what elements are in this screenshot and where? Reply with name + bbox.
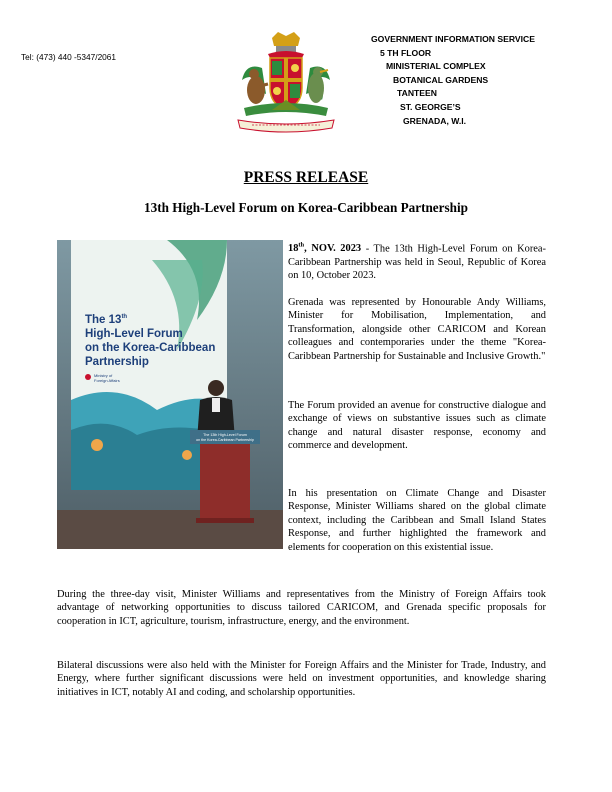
banner-org: Ministry of (94, 373, 113, 378)
grenada-coat-of-arms-logo (232, 28, 340, 136)
paragraph: Bilateral discussions were also held with the Minister for Foreign Affairs and the Minister for Trade, Industry, and Energy, where further significant discussions were held on investment opportunities, and knowledge sharing initiatives in ICT, notably AI and coding, and scholarship opportunities. (57, 660, 546, 698)
article-headline: 13th High-Level Forum on Korea-Caribbean Partnership (144, 200, 468, 215)
paragraph-dateline: 18th, NOV. 2023 - The 13th High-Level Forum on Korea-Caribbean Partnership was held in Seoul, Republic of Korea on 10, October 2023. (288, 242, 546, 282)
ministry-address-block (356, 33, 535, 128)
podium-sign-line: The 13th High-Level Forum (203, 433, 247, 437)
paragraph: The Forum provided an avenue for constructive dialogue and exchange of views on substantive issues such as climate change and natural disaster response, economy and commerce and development. (288, 400, 546, 452)
address-line: ST. GEORGE’S (400, 101, 461, 112)
banner-title-line: High-Level Forum (85, 328, 183, 340)
paragraph: Grenada was represented by Honourable Andy Williams, Minister for Mobilisation, Implementation, and Transformation, alongside other CARICOM and Korean colleagues and contemporaries under the theme "Korea-Caribbean Partnership for Sustainable and Inclusive Growth." (288, 297, 546, 362)
banner-title-line: on the Korea-Caribbean (85, 342, 216, 354)
banner-title-line: Partnership (85, 356, 149, 368)
address-line: 5 TH FLOOR (380, 47, 432, 58)
address-line: GOVERNMENT INFORMATION SERVICE (371, 34, 535, 44)
banner-title-line: The 13th (85, 314, 128, 326)
address-line: TANTEEN (397, 88, 437, 99)
banner-org: Foreign Affairs (94, 378, 120, 383)
podium-sign-line: on the Korea-Caribbean Partnership (196, 438, 254, 442)
address-line: GRENADA, W.I. (403, 115, 467, 126)
forum-speaker-photo (57, 240, 283, 549)
address-line: MINISTERIAL COMPLEX (386, 61, 486, 72)
paragraph: During the three-day visit, Minister Williams and representatives from the Ministry of Foreign Affairs took advantage of networking opportunities to discuss tailored CARICOM, and Grenada specific proposals for cooperation in ICT, agriculture, tourism, infrastructure, energy, and the environment. (57, 589, 546, 627)
dateline: 18th, NOV. 2023 (288, 242, 362, 255)
press-release-title: PRESS RELEASE (243, 169, 369, 186)
paragraph: In his presentation on Climate Change and Disaster Response, Minister Williams shared on the global climate context, including the Caribbean and Small Island States Response, and further highlighted the framework and elements for cooperation on this existential issue. (288, 488, 546, 553)
telephone-number: Tel: (473) 440 -5347/2061 (21, 52, 117, 62)
address-line: BOTANICAL GARDENS (393, 74, 489, 85)
